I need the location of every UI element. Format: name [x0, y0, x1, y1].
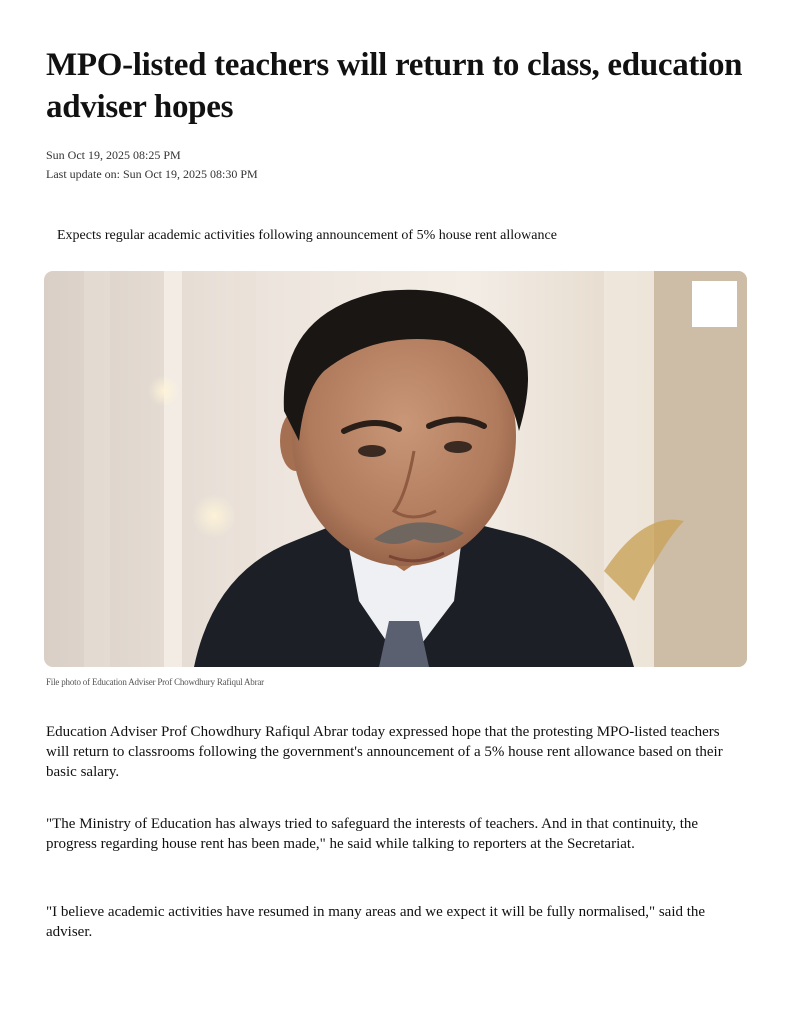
article-subtitle: Expects regular academic activities following announcement of 5% house rent allowance [57, 228, 557, 243]
article-paragraph: Education Adviser Prof Chowdhury Rafiqul Abrar today expressed hope that the protesting MPO-listed teachers will return to classrooms following the government's announcement of a 5% house rent allowance based on their basic salary. [46, 724, 723, 780]
article-photo [44, 271, 747, 667]
image-caption: File photo of Education Adviser Prof Chowdhury Rafiqul Abrar [46, 677, 264, 687]
article-headline: MPO-listed teachers will return to class, education adviser hopes [46, 47, 743, 125]
portrait-illustration [44, 271, 747, 667]
photo-overlay-box [692, 281, 737, 327]
article-paragraph: "The Ministry of Education has always tried to safeguard the interests of teachers. And in that continuity, the progress regarding house rent has been made," he said while talking to reporters at the Secretariat. [46, 816, 699, 852]
last-update: Last update on: Sun Oct 19, 2025 08:30 PM [46, 167, 258, 181]
publish-date: Sun Oct 19, 2025 08:25 PM [46, 148, 181, 162]
article-paragraph: "I believe academic activities have resumed in many areas and we expect it will be fully normalised," said the adviser. [46, 904, 706, 940]
